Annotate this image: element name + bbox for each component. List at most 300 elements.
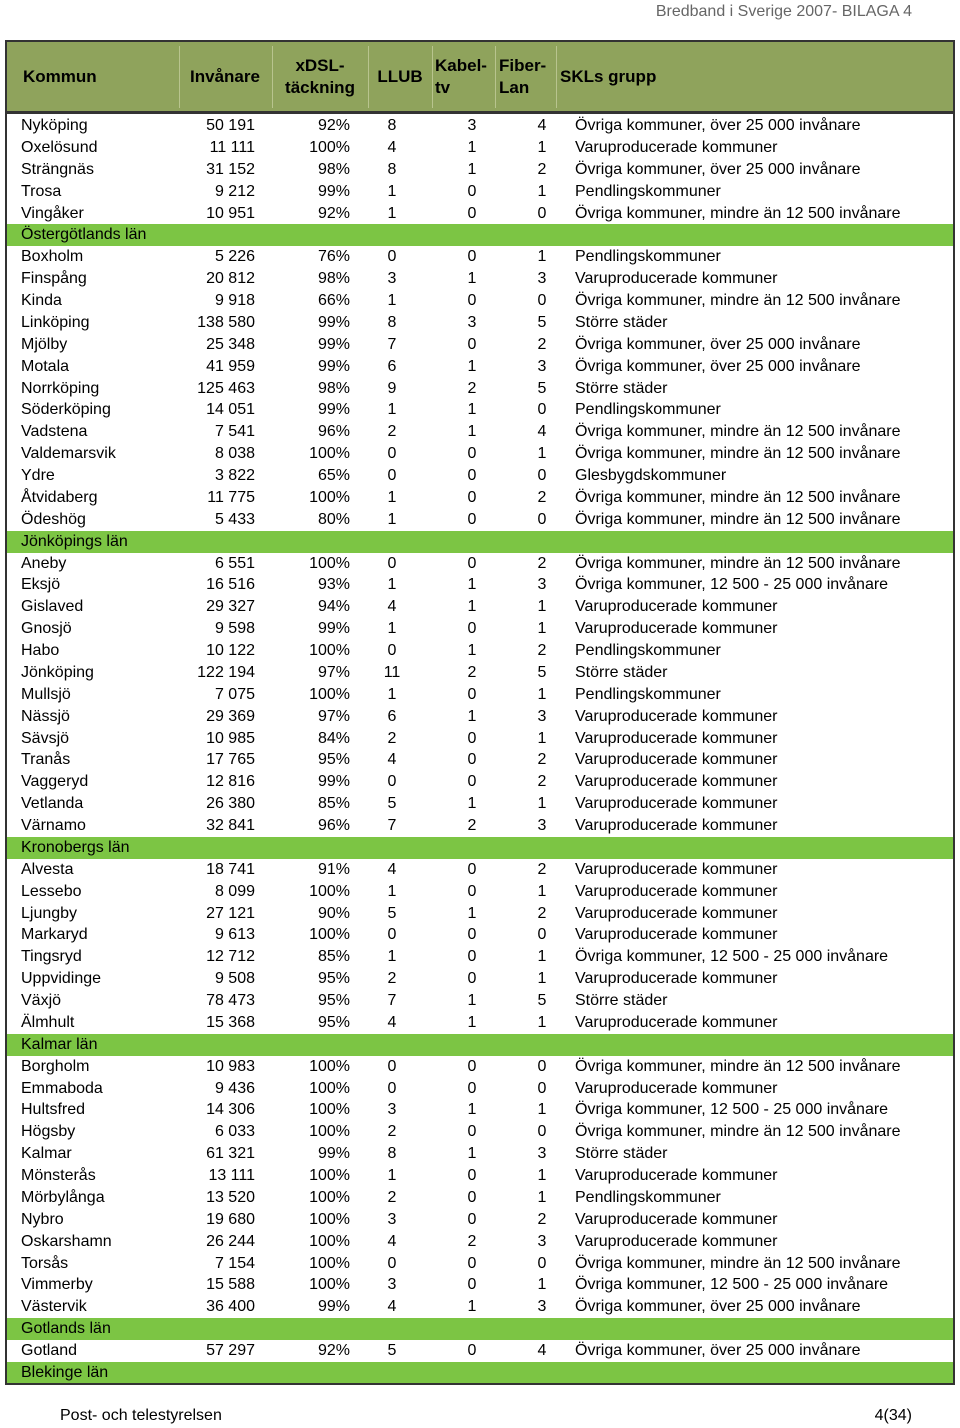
- cell-skl-grupp: Pendlingskommuner: [575, 685, 721, 703]
- cell-kabel-tv: 0: [467, 1210, 477, 1228]
- cell-llub: 6: [387, 357, 397, 375]
- cell-kabel-tv: 0: [467, 882, 477, 900]
- cell-kommun: Västervik: [21, 1298, 87, 1316]
- cell-llub: 4: [387, 751, 397, 769]
- cell-kommun: Nybro: [21, 1210, 64, 1228]
- cell-invanare: 138 580: [197, 313, 255, 331]
- cell-xdsl: 100%: [309, 138, 350, 156]
- cell-kabel-tv: 1: [467, 1013, 477, 1031]
- cell-kommun: Borgholm: [21, 1057, 90, 1075]
- cell-xdsl: 100%: [309, 642, 350, 659]
- cell-invanare: 3 822: [214, 467, 255, 484]
- table-row: [7, 946, 953, 968]
- table-row: [7, 924, 953, 946]
- cell-kommun: Värnamo: [21, 817, 86, 834]
- cell-kabel-tv: 3: [467, 117, 477, 134]
- cell-kommun: Söderköping: [21, 401, 111, 419]
- cell-kommun: Vadstena: [21, 423, 88, 441]
- table-row: [7, 574, 953, 596]
- cell-kommun: Finspång: [21, 270, 87, 288]
- cell-llub: 1: [387, 1167, 397, 1184]
- cell-skl-grupp: Pendlingskommuner: [575, 642, 721, 659]
- cell-kommun: Vetlanda: [21, 795, 84, 813]
- cell-skl-grupp: Övriga kommuner, 12 500 - 25 000 invånare: [575, 1101, 889, 1119]
- cell-llub: 1: [387, 620, 397, 638]
- cell-llub: 7: [387, 817, 397, 834]
- cell-kommun: Tingsryd: [21, 948, 82, 966]
- cell-llub: 1: [387, 510, 397, 528]
- cell-fiber-lan: 0: [537, 926, 547, 944]
- cell-fiber-lan: 1: [537, 598, 547, 616]
- lan-name: Jönköpings län: [21, 532, 128, 550]
- cell-llub: 2: [387, 423, 397, 441]
- cell-kabel-tv: 2: [467, 663, 477, 681]
- table-row: [7, 618, 953, 640]
- cell-xdsl: 98%: [317, 160, 350, 178]
- cell-kabel-tv: 1: [467, 904, 477, 922]
- table-row: [7, 728, 953, 750]
- table-row: [7, 356, 953, 378]
- cell-fiber-lan: 3: [537, 817, 547, 834]
- cell-xdsl: 100%: [309, 1123, 350, 1141]
- cell-kabel-tv: 0: [467, 860, 477, 878]
- table-row: [7, 706, 953, 728]
- cell-kabel-tv: 0: [467, 248, 477, 266]
- cell-fiber-lan: 3: [537, 576, 547, 594]
- cell-fiber-lan: 5: [537, 379, 547, 397]
- header-kabel: [435, 42, 495, 111]
- cell-fiber-lan: 1: [537, 729, 547, 747]
- cell-xdsl: 91%: [317, 860, 350, 878]
- table-row: [7, 968, 953, 990]
- cell-xdsl: 99%: [317, 1298, 350, 1316]
- table-row: [7, 1340, 953, 1362]
- cell-kommun: Mönsterås: [21, 1167, 96, 1184]
- cell-llub: 5: [387, 795, 397, 813]
- cell-skl-grupp: Större städer: [575, 1145, 668, 1163]
- cell-kabel-tv: 2: [467, 1232, 477, 1250]
- table-row: [7, 1296, 953, 1318]
- cell-invanare: 36 400: [206, 1298, 255, 1316]
- cell-skl-grupp: Varuproducerade kommuner: [575, 138, 778, 156]
- cell-llub: 1: [387, 576, 397, 594]
- cell-llub: 1: [387, 948, 397, 966]
- cell-invanare: 14 306: [206, 1101, 255, 1119]
- table-row: [7, 793, 953, 815]
- table-row: [7, 1274, 953, 1296]
- cell-kabel-tv: 0: [467, 948, 477, 966]
- cell-kommun: Alvesta: [21, 860, 74, 878]
- table-row: [7, 640, 953, 662]
- table-row: [7, 684, 953, 706]
- cell-fiber-lan: 0: [537, 467, 547, 484]
- table-row: [7, 815, 953, 837]
- table-row: [7, 1231, 953, 1253]
- cell-xdsl: 100%: [309, 1210, 350, 1228]
- cell-skl-grupp: Övriga kommuner, över 25 000 invånare: [575, 335, 861, 353]
- cell-xdsl: 97%: [317, 663, 350, 681]
- cell-xdsl: 95%: [317, 970, 350, 988]
- cell-skl-grupp: Pendlingskommuner: [575, 182, 721, 200]
- cell-xdsl: 100%: [309, 1057, 350, 1075]
- cell-invanare: 31 152: [206, 160, 255, 178]
- cell-kabel-tv: 0: [467, 926, 477, 944]
- cell-xdsl: 97%: [317, 707, 350, 725]
- cell-skl-grupp: Varuproducerade kommuner: [575, 1210, 778, 1228]
- cell-kabel-tv: 0: [467, 1079, 477, 1097]
- table-row: [7, 1187, 953, 1209]
- cell-kommun: Jönköping: [21, 663, 94, 681]
- cell-kommun: Nässjö: [21, 707, 70, 725]
- cell-kabel-tv: 0: [467, 445, 477, 463]
- cell-skl-grupp: Varuproducerade kommuner: [575, 620, 778, 638]
- cell-kabel-tv: 0: [467, 773, 477, 791]
- cell-invanare: 61 321: [206, 1145, 255, 1163]
- table-row: [7, 312, 953, 334]
- cell-xdsl: 100%: [309, 1254, 350, 1272]
- table-row: [7, 1056, 953, 1078]
- cell-llub: 0: [387, 1079, 397, 1097]
- lan-header-row: [7, 1362, 953, 1384]
- cell-invanare: 26 380: [206, 795, 255, 813]
- cell-fiber-lan: 1: [537, 1276, 547, 1294]
- table-row: [7, 1078, 953, 1100]
- table-row: [7, 378, 953, 400]
- cell-invanare: 125 463: [197, 379, 255, 397]
- cell-kommun: Högsby: [21, 1123, 76, 1141]
- cell-kommun: Linköping: [21, 313, 90, 331]
- table-row: [7, 421, 953, 443]
- cell-kabel-tv: 2: [467, 379, 477, 397]
- cell-kommun: Kinda: [21, 292, 62, 309]
- cell-kommun: Uppvidinge: [21, 970, 102, 988]
- cell-skl-grupp: Varuproducerade kommuner: [575, 751, 778, 769]
- cell-fiber-lan: 2: [537, 773, 547, 791]
- cell-invanare: 26 244: [206, 1232, 255, 1250]
- cell-llub: 2: [387, 1188, 397, 1206]
- header-divider: [432, 46, 433, 108]
- cell-kabel-tv: 3: [467, 313, 477, 331]
- cell-xdsl: 65%: [317, 467, 350, 484]
- cell-xdsl: 92%: [317, 1342, 350, 1359]
- cell-invanare: 78 473: [206, 992, 255, 1009]
- header-fiber-line2: Lan: [499, 77, 530, 97]
- cell-kommun: Mörbylånga: [21, 1188, 105, 1206]
- cell-fiber-lan: 1: [537, 182, 547, 200]
- cell-fiber-lan: 2: [537, 860, 547, 878]
- cell-invanare: 6 033: [214, 1123, 255, 1141]
- table-row: [7, 159, 953, 181]
- cell-xdsl: 99%: [317, 182, 350, 200]
- cell-kommun: Sävsjö: [21, 729, 70, 747]
- cell-skl-grupp: Glesbygdskommuner: [575, 467, 727, 484]
- cell-llub: 4: [387, 138, 397, 156]
- cell-llub: 9: [387, 379, 397, 397]
- cell-kommun: Gislaved: [21, 598, 84, 616]
- cell-skl-grupp: Varuproducerade kommuner: [575, 270, 778, 288]
- cell-llub: 8: [387, 1145, 397, 1163]
- cell-fiber-lan: 2: [537, 335, 547, 353]
- cell-kabel-tv: 0: [467, 510, 477, 528]
- cell-fiber-lan: 5: [537, 313, 547, 331]
- cell-kommun: Åtvidaberg: [21, 488, 98, 506]
- cell-kabel-tv: 1: [467, 576, 477, 594]
- table-row: [7, 1121, 953, 1143]
- cell-kabel-tv: 0: [467, 1167, 477, 1184]
- cell-kommun: Lessebo: [21, 882, 82, 900]
- header-xdsl: [272, 42, 368, 111]
- cell-kommun: Emmaboda: [21, 1079, 103, 1097]
- cell-invanare: 14 051: [206, 401, 255, 419]
- cell-kommun: Tranås: [21, 751, 71, 769]
- cell-skl-grupp: Övriga kommuner, mindre än 12 500 invånare: [575, 554, 901, 572]
- table-row: [7, 465, 953, 487]
- table-row: [7, 662, 953, 684]
- cell-kabel-tv: 1: [467, 357, 477, 375]
- table-row: [7, 859, 953, 881]
- cell-kabel-tv: 0: [467, 467, 477, 484]
- cell-xdsl: 99%: [317, 357, 350, 375]
- cell-skl-grupp: Varuproducerade kommuner: [575, 1079, 778, 1097]
- cell-fiber-lan: 4: [537, 1342, 547, 1359]
- cell-kommun: Hultsfred: [21, 1101, 86, 1119]
- cell-fiber-lan: 1: [537, 620, 547, 638]
- cell-fiber-lan: 5: [537, 663, 547, 681]
- cell-invanare: 16 516: [206, 576, 255, 594]
- cell-llub: 7: [387, 992, 397, 1009]
- cell-fiber-lan: 3: [537, 1145, 547, 1163]
- cell-skl-grupp: Övriga kommuner, 12 500 - 25 000 invånare: [575, 1276, 889, 1294]
- cell-xdsl: 100%: [309, 1188, 350, 1206]
- cell-kabel-tv: 1: [467, 138, 477, 156]
- cell-invanare: 10 122: [206, 642, 255, 659]
- cell-llub: 0: [387, 926, 397, 944]
- cell-kommun: Motala: [21, 357, 70, 375]
- cell-kabel-tv: 1: [467, 1298, 477, 1316]
- table-row: [7, 399, 953, 421]
- lan-header-row: [7, 837, 953, 859]
- cell-llub: 4: [387, 598, 397, 616]
- cell-invanare: 10 985: [206, 729, 255, 747]
- cell-fiber-lan: 2: [537, 160, 547, 178]
- cell-kommun: Valdemarsvik: [21, 445, 116, 463]
- cell-kommun: Vingåker: [21, 204, 84, 222]
- cell-kabel-tv: 0: [467, 620, 477, 638]
- cell-invanare: 7 541: [214, 423, 255, 441]
- cell-xdsl: 100%: [309, 488, 350, 506]
- cell-invanare: 15 368: [206, 1013, 255, 1031]
- table-row: [7, 1143, 953, 1165]
- data-table: [5, 40, 955, 1385]
- cell-xdsl: 90%: [317, 904, 350, 922]
- cell-llub: 2: [387, 1123, 397, 1141]
- cell-llub: 5: [387, 1342, 397, 1359]
- cell-llub: 4: [387, 1298, 397, 1316]
- cell-llub: 8: [387, 160, 397, 178]
- cell-kabel-tv: 0: [467, 1057, 477, 1075]
- table-row: [7, 903, 953, 925]
- cell-llub: 0: [387, 467, 397, 484]
- cell-llub: 1: [387, 401, 397, 419]
- header-kommun: Kommun: [23, 66, 97, 86]
- cell-kabel-tv: 0: [467, 182, 477, 200]
- cell-kommun: Ödeshög: [21, 510, 86, 528]
- lan-name: Östergötlands län: [21, 226, 147, 244]
- cell-kabel-tv: 0: [467, 1342, 477, 1359]
- lan-header-row: [7, 531, 953, 553]
- cell-llub: 1: [387, 685, 397, 703]
- table-row: [7, 334, 953, 356]
- cell-invanare: 19 680: [206, 1210, 255, 1228]
- cell-skl-grupp: Övriga kommuner, över 25 000 invånare: [575, 1298, 861, 1316]
- cell-fiber-lan: 4: [537, 117, 547, 134]
- page-title: Bredband i Sverige 2007- BILAGA 4: [655, 3, 912, 20]
- cell-skl-grupp: Större städer: [575, 379, 668, 397]
- table-row: [7, 553, 953, 575]
- cell-invanare: 122 194: [197, 663, 255, 681]
- cell-kommun: Kalmar: [21, 1145, 72, 1163]
- cell-xdsl: 84%: [317, 729, 350, 747]
- cell-llub: 1: [387, 292, 397, 309]
- cell-xdsl: 95%: [317, 1013, 350, 1031]
- header-divider: [495, 46, 496, 108]
- header-xdsl-line1: xDSL-: [295, 55, 345, 75]
- cell-invanare: 57 297: [206, 1342, 255, 1359]
- cell-skl-grupp: Varuproducerade kommuner: [575, 773, 778, 791]
- cell-fiber-lan: 1: [537, 1167, 547, 1184]
- cell-kabel-tv: 1: [467, 707, 477, 725]
- cell-kabel-tv: 0: [467, 970, 477, 988]
- cell-llub: 1: [387, 204, 397, 222]
- cell-llub: 11: [383, 663, 401, 681]
- cell-fiber-lan: 1: [537, 685, 547, 703]
- table-row: [7, 1209, 953, 1231]
- cell-xdsl: 98%: [317, 379, 350, 397]
- footer-publisher: Post- och telestyrelsen: [60, 1407, 222, 1424]
- cell-kommun: Habo: [21, 642, 60, 659]
- cell-llub: 0: [387, 248, 397, 266]
- table-row: [7, 290, 953, 312]
- cell-kabel-tv: 0: [467, 1188, 477, 1206]
- cell-invanare: 9 613: [214, 926, 255, 944]
- cell-xdsl: 76%: [317, 248, 350, 266]
- cell-llub: 0: [387, 1254, 397, 1272]
- cell-llub: 0: [387, 773, 397, 791]
- cell-xdsl: 99%: [317, 335, 350, 353]
- cell-xdsl: 93%: [317, 576, 350, 594]
- cell-llub: 8: [387, 313, 397, 331]
- header-kabel-line1: Kabel-: [435, 55, 487, 75]
- cell-kommun: Gnosjö: [21, 620, 72, 638]
- cell-kommun: Mjölby: [21, 335, 68, 353]
- cell-invanare: 15 588: [206, 1276, 255, 1294]
- header-grupp: SKLs grupp: [560, 66, 657, 86]
- header-divider: [556, 46, 557, 108]
- cell-xdsl: 100%: [309, 1167, 350, 1184]
- cell-kommun: Växjö: [21, 992, 62, 1009]
- cell-llub: 3: [387, 1101, 397, 1119]
- cell-skl-grupp: Varuproducerade kommuner: [575, 707, 778, 725]
- cell-xdsl: 100%: [309, 1079, 350, 1097]
- lan-header-row: [7, 1034, 953, 1056]
- cell-xdsl: 95%: [317, 992, 350, 1009]
- header-fiber: [499, 42, 555, 111]
- cell-kommun: Älmhult: [21, 1013, 75, 1031]
- cell-llub: 7: [387, 335, 397, 353]
- cell-skl-grupp: Varuproducerade kommuner: [575, 817, 778, 834]
- cell-fiber-lan: 1: [537, 138, 547, 156]
- cell-xdsl: 100%: [309, 1276, 350, 1294]
- cell-fiber-lan: 1: [537, 795, 547, 813]
- cell-xdsl: 92%: [317, 117, 350, 134]
- cell-fiber-lan: 1: [537, 970, 547, 988]
- table-row: [7, 487, 953, 509]
- cell-fiber-lan: 0: [537, 292, 547, 309]
- cell-llub: 4: [387, 1013, 397, 1031]
- cell-kabel-tv: 1: [467, 642, 477, 659]
- cell-invanare: 11 111: [209, 138, 255, 156]
- cell-xdsl: 96%: [317, 817, 350, 834]
- table-row: [7, 1165, 953, 1187]
- cell-skl-grupp: Övriga kommuner, över 25 000 invånare: [575, 357, 861, 375]
- cell-invanare: 9 212: [214, 182, 255, 200]
- cell-invanare: 11 775: [207, 488, 255, 506]
- cell-fiber-lan: 2: [537, 554, 547, 572]
- table-row: [7, 990, 953, 1012]
- lan-header-row: [7, 1318, 953, 1340]
- cell-fiber-lan: 1: [537, 1013, 547, 1031]
- table-row: [7, 771, 953, 793]
- cell-invanare: 50 191: [206, 117, 255, 134]
- cell-fiber-lan: 2: [537, 751, 547, 769]
- cell-invanare: 25 348: [206, 335, 255, 353]
- cell-xdsl: 99%: [317, 401, 350, 419]
- cell-skl-grupp: Övriga kommuner, mindre än 12 500 invånare: [575, 1057, 901, 1075]
- cell-kabel-tv: 0: [467, 751, 477, 769]
- cell-skl-grupp: Övriga kommuner, mindre än 12 500 invånare: [575, 445, 901, 463]
- cell-kabel-tv: 1: [467, 423, 477, 441]
- cell-kabel-tv: 1: [467, 270, 477, 288]
- table-row: [7, 181, 953, 203]
- cell-fiber-lan: 4: [537, 423, 547, 441]
- cell-kabel-tv: 0: [467, 292, 477, 309]
- cell-invanare: 7 154: [214, 1254, 255, 1272]
- cell-fiber-lan: 3: [537, 707, 547, 725]
- cell-llub: 0: [387, 445, 397, 463]
- cell-invanare: 5 433: [214, 510, 255, 528]
- cell-kabel-tv: 1: [467, 160, 477, 178]
- cell-skl-grupp: Varuproducerade kommuner: [575, 904, 778, 922]
- cell-llub: 3: [387, 270, 397, 288]
- cell-invanare: 9 436: [214, 1079, 255, 1097]
- cell-invanare: 18 741: [206, 860, 255, 878]
- cell-xdsl: 99%: [317, 1145, 350, 1163]
- cell-kabel-tv: 0: [467, 685, 477, 703]
- cell-kommun: Norrköping: [21, 379, 100, 397]
- cell-xdsl: 100%: [309, 926, 350, 944]
- cell-fiber-lan: 5: [537, 992, 547, 1009]
- cell-xdsl: 100%: [309, 445, 350, 463]
- cell-fiber-lan: 0: [537, 1057, 547, 1075]
- cell-xdsl: 94%: [317, 598, 350, 616]
- cell-invanare: 20 812: [206, 270, 255, 288]
- cell-fiber-lan: 3: [537, 270, 547, 288]
- cell-skl-grupp: Övriga kommuner, mindre än 12 500 invånare: [575, 1123, 901, 1141]
- cell-skl-grupp: Övriga kommuner, mindre än 12 500 invånare: [575, 1254, 901, 1272]
- cell-fiber-lan: 1: [537, 882, 547, 900]
- table-row: [7, 137, 953, 159]
- cell-skl-grupp: Pendlingskommuner: [575, 1188, 721, 1206]
